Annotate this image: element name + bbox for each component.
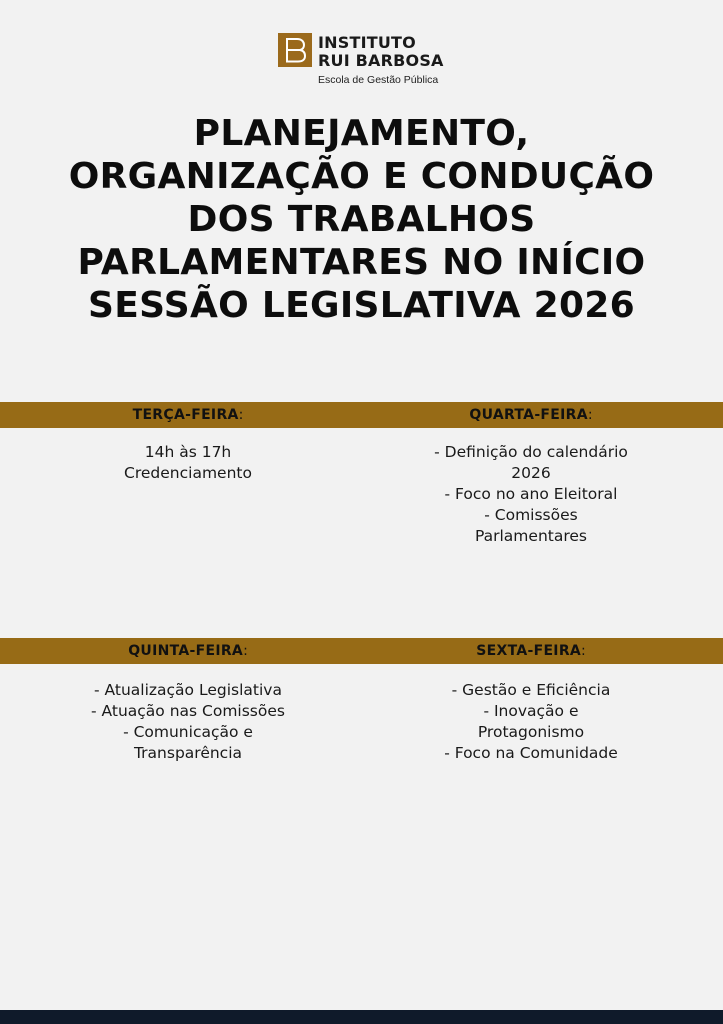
list-item: Parlamentares [474, 527, 587, 545]
day-heading-tuesday [38, 402, 338, 428]
list-item: - Comissões [484, 506, 578, 524]
day-name: QUINTA-FEIRA [128, 643, 244, 659]
day-colon: : [581, 643, 586, 659]
logo-name-line1: INSTITUTO [318, 33, 416, 52]
day-colon: : [238, 407, 244, 423]
list-item: - Atualização Legislativa [94, 681, 282, 699]
day-name: TERÇA-FEIRA [132, 407, 239, 423]
list-item: Credenciamento [124, 464, 252, 482]
day-colon: : [243, 643, 248, 659]
page-title [20, 112, 703, 327]
list-item: - Gestão e Eficiência [451, 681, 611, 699]
logo-mark-icon [278, 33, 312, 67]
list-item: Protagonismo [477, 723, 585, 741]
day-heading-wednesday [381, 402, 681, 428]
footer-bar [0, 1010, 723, 1024]
logo-subtitle: Escola de Gestão Pública [318, 74, 439, 86]
day-name: SEXTA-FEIRA [476, 643, 582, 659]
friday-items [411, 680, 651, 764]
institute-logo [278, 33, 458, 89]
list-item: - Atuação nas Comissões [91, 702, 285, 720]
logo-name-line2: RUI BARBOSA [318, 51, 444, 70]
day-heading-friday [381, 638, 681, 664]
list-item: 2026 [511, 464, 551, 482]
list-item: Transparência [133, 744, 242, 762]
title-line: SESSÃO LEGISLATIVA 2026 [87, 285, 636, 326]
day-colon: : [587, 407, 593, 423]
day-name: QUARTA-FEIRA [469, 407, 588, 423]
day-heading-thursday [38, 638, 338, 664]
title-line: PLANEJAMENTO, [193, 113, 530, 154]
list-item: - Foco no ano Eleitoral [444, 485, 618, 503]
list-item: - Comunicação e [123, 723, 253, 741]
list-item: - Inovação e [483, 702, 579, 720]
list-item: - Foco na Comunidade [444, 744, 618, 762]
tuesday-items [38, 442, 338, 484]
list-item: 14h às 17h [144, 443, 232, 461]
title-line: ORGANIZAÇÃO E CONDUÇÃO [68, 156, 655, 197]
thursday-items [38, 680, 338, 764]
wednesday-items [411, 442, 651, 547]
title-line: PARLAMENTARES NO INÍCIO [77, 242, 646, 283]
title-line: DOS TRABALHOS [187, 199, 536, 240]
list-item: - Definição do calendário [434, 443, 628, 461]
